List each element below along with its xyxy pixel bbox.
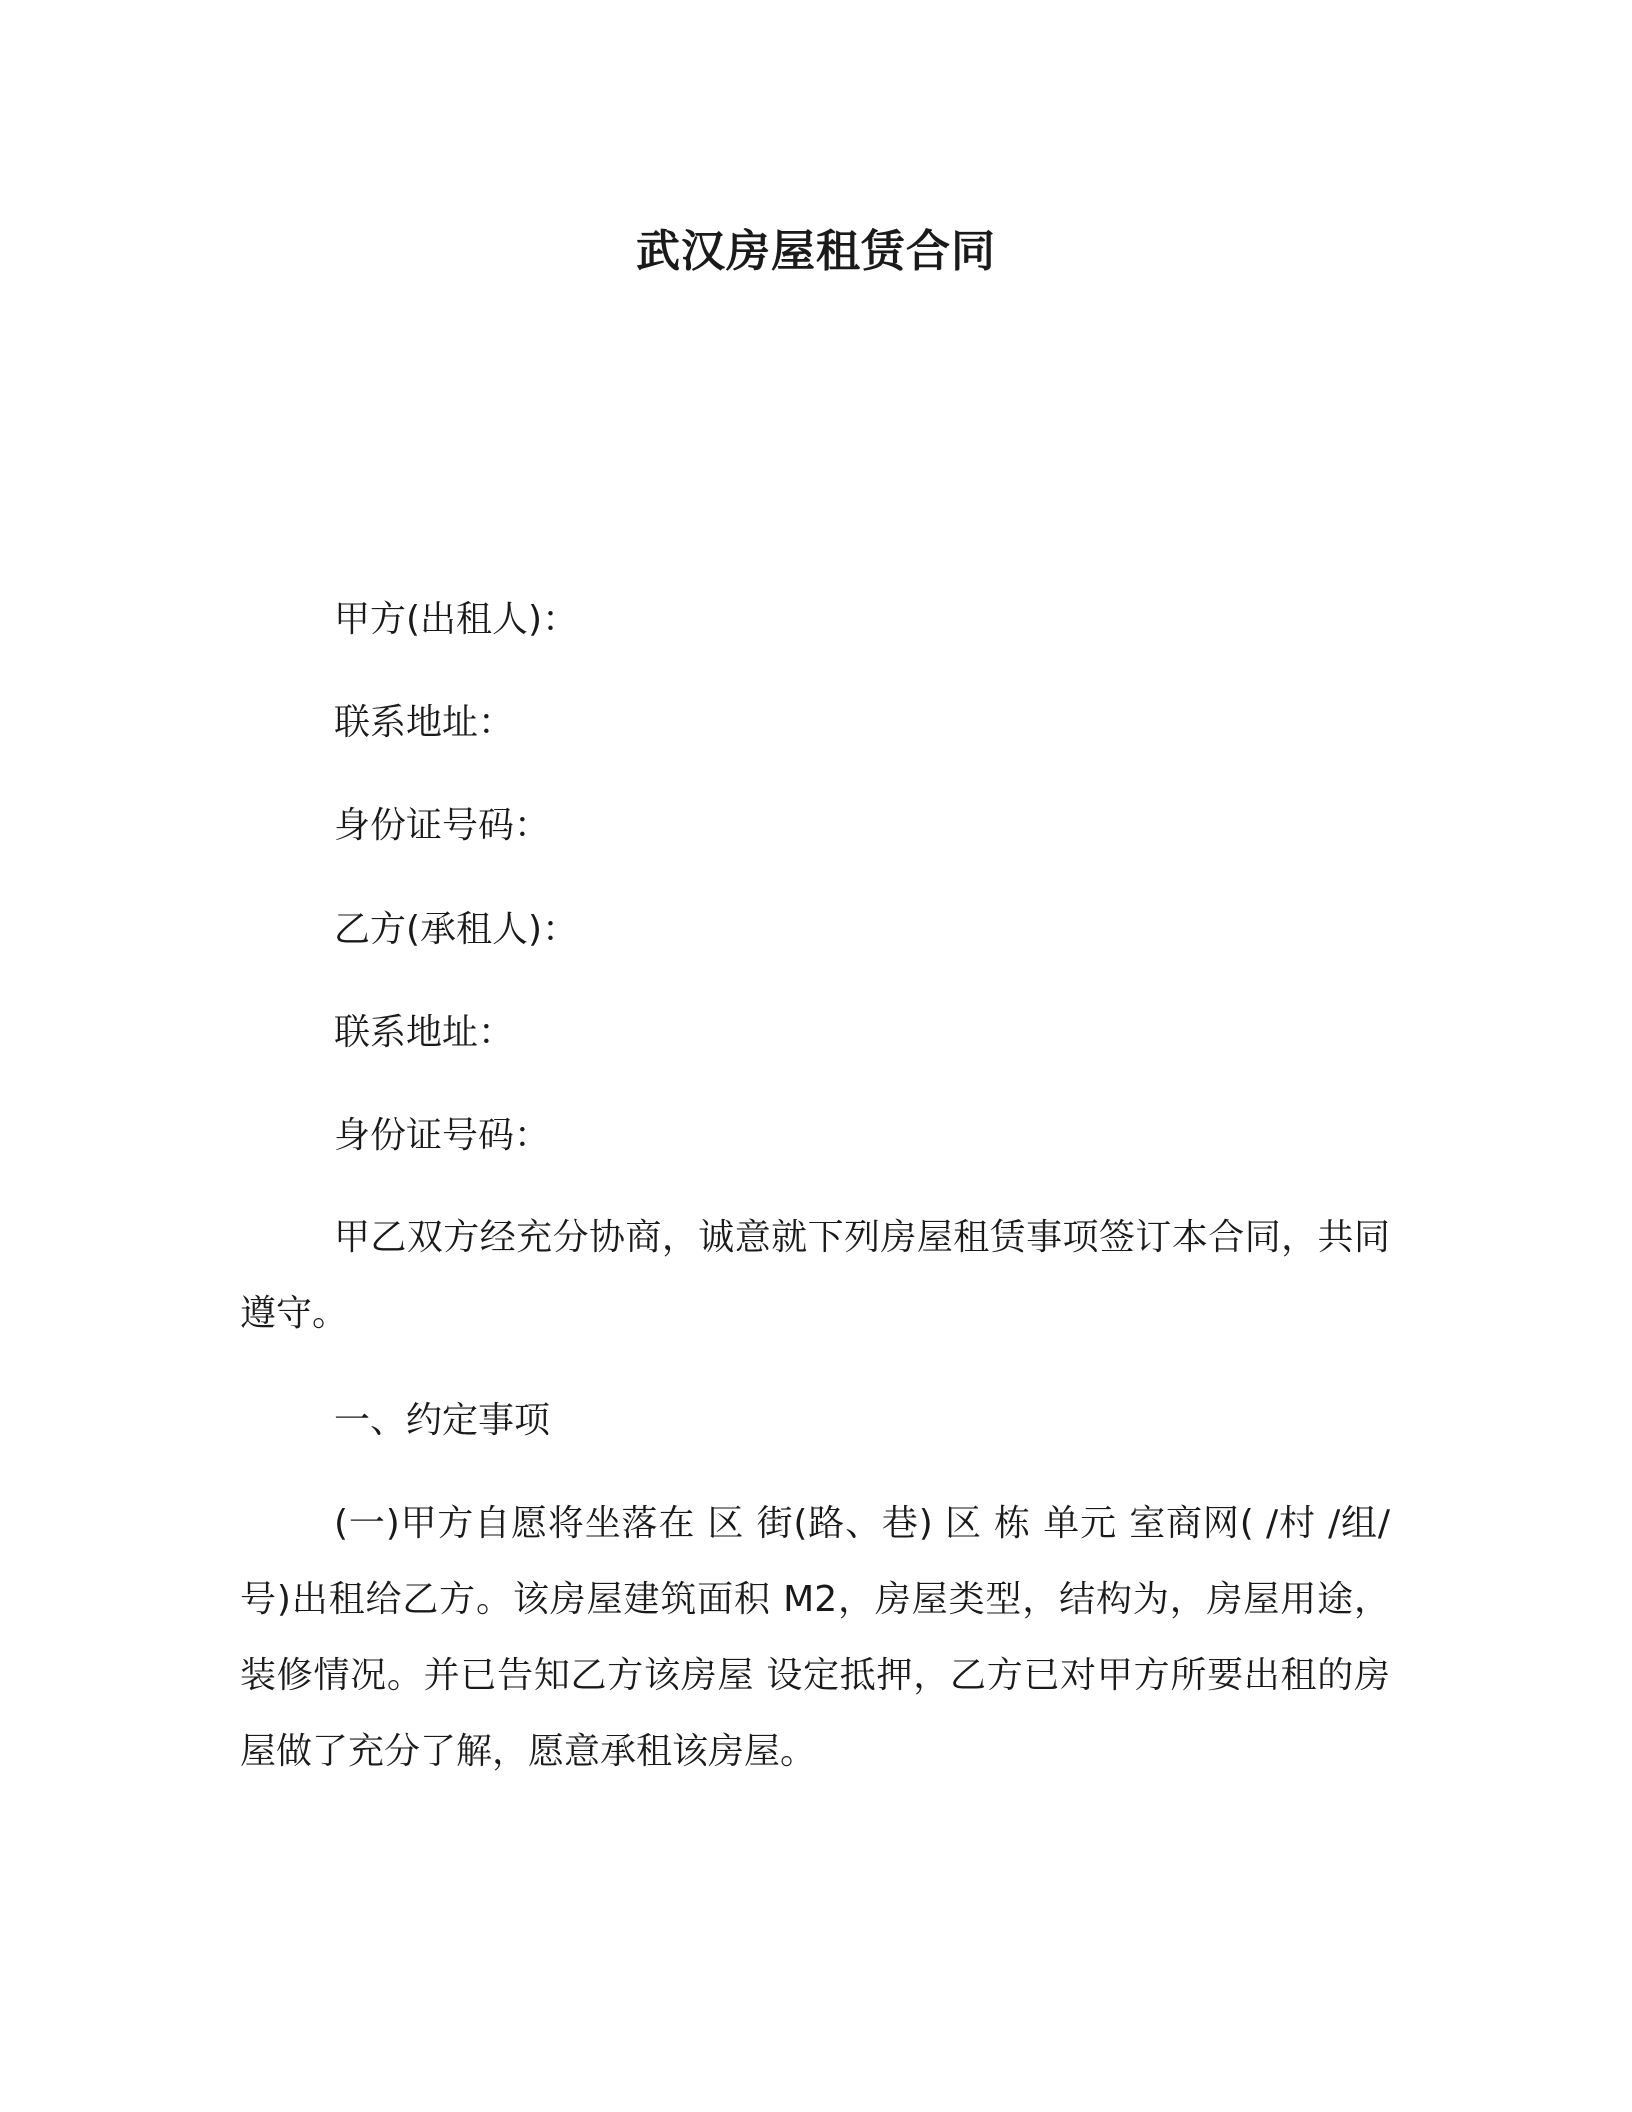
clause-1-paragraph: (一)甲方自愿将坐落在 区 街(路、巷) 区 栋 单元 室商网( /村 /组/号)出租给乙方。该房屋建筑面积 M2，房屋类型，结构为，房屋用途，装修情况。并已告知乙方该房屋 设定抵押，乙方已对甲方所要出租的房屋做了充分了解，愿意承租该房屋。 — [240, 1503, 1390, 1772]
party-a-name-label: 甲方(出租人)： — [334, 599, 579, 640]
section-heading-agreed-items: 一、约定事项 — [334, 1400, 551, 1441]
party-b-name-label: 乙方(承租人)： — [334, 909, 579, 950]
document-title: 武汉房屋租赁合同 — [636, 226, 996, 277]
party-b-address-label: 联系地址： — [334, 1012, 515, 1053]
intro-paragraph: 甲乙双方经充分协商，诚意就下列房屋租赁事项签订本合同，共同遵守。 — [240, 1217, 1390, 1334]
party-b-id-label: 身份证号码： — [334, 1115, 551, 1156]
party-a-address-label: 联系地址： — [334, 702, 515, 743]
party-a-id-label: 身份证号码： — [334, 805, 551, 846]
